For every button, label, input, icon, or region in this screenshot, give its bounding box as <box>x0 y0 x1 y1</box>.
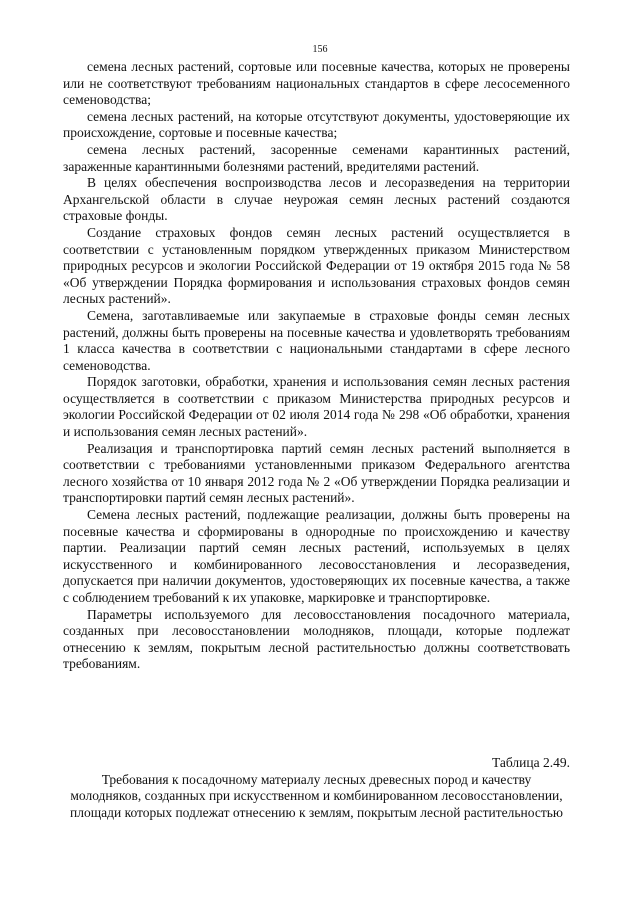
paragraph: Создание страховых фондов семян лесных растений осуществляется в соответствии с установленным порядком утвержденных приказом Министерством природных ресурсов и экологии Российской Федерации от 19 октября 2015 года № 58 «Об утверждении Порядка формирования и использования страховых фондов семян лесных растений». <box>63 224 570 307</box>
paragraph: семена лесных растений, засоренные семенами карантинных растений, зараженные карантинными болезнями растений, вредителями растений. <box>63 141 570 174</box>
paragraph: Реализация и транспортировка партий семян лесных растений выполняется в соответствии с требованиями установленными приказом Федерального агентства лесного хозяйства от 10 января 2012 года № 2 «Об утверждении Порядка реализации и транспортировки партий семян лесных растений». <box>63 440 570 506</box>
table-caption <box>63 755 570 821</box>
paragraph: Параметры используемого для лесовосстановления посадочного материала, созданных при лесовосстановлении молодняков, площади, которые подлежат отнесению к землям, покрытым лесной растительностью должны соответствовать требованиям. <box>63 606 570 672</box>
paragraph: В целях обеспечения воспроизводства лесов и лесоразведения на территории Архангельской области в случае неурожая семян лесных растений создаются страховые фонды. <box>63 175 570 224</box>
paragraph: Семена лесных растений, подлежащие реализации, должны быть проверены на посевные качества и сформированы в однородные по происхождению и качеству партии. Реализации партий семян лесных растений, используемых в целях искусственного и комбинированного лесовосстановления и лесоразведения, допускается при наличии документов, удостоверяющих их посевные качества, а также с соблюдением требований к их упаковке, маркировке и транспортировке. <box>63 507 570 605</box>
paragraph: Семена, заготавливаемые или закупаемые в страховые фонды семян лесных растений, должны быть проверены на посевные качества и удовлетворять требованиям 1 класса качества в соответствии с национальными стандартами в сфере лесного семеноводства. <box>63 307 570 373</box>
paragraph: семена лесных растений, на которые отсутствуют документы, удостоверяющие их происхождение, сортовые и посевные качества; <box>63 108 570 141</box>
body-text <box>63 59 570 673</box>
paragraph: семена лесных растений, сортовые или посевные качества, которых не проверены или не соответствуют требованиям национальных стандартов в сфере лесосеменного семеноводства; <box>63 59 570 108</box>
table-title: Требования к посадочному материалу лесных древесных пород и качеству молодняков, созданных при искусственном и комбинированном лесовосстановлении, площади которых подлежат отнесению к землям, покрытым лесной растительностью <box>70 771 563 820</box>
table-number: Таблица 2.49. <box>492 755 570 770</box>
paragraph: Порядок заготовки, обработки, хранения и использования семян лесных растения осуществляется в соответствии с приказом Министерства природных ресурсов и экологии Российской Федерации от 02 июля 2014 года № 298 «Об обработки, хранения и использования семян лесных растений». <box>63 374 570 440</box>
page-number: 156 <box>312 44 328 55</box>
